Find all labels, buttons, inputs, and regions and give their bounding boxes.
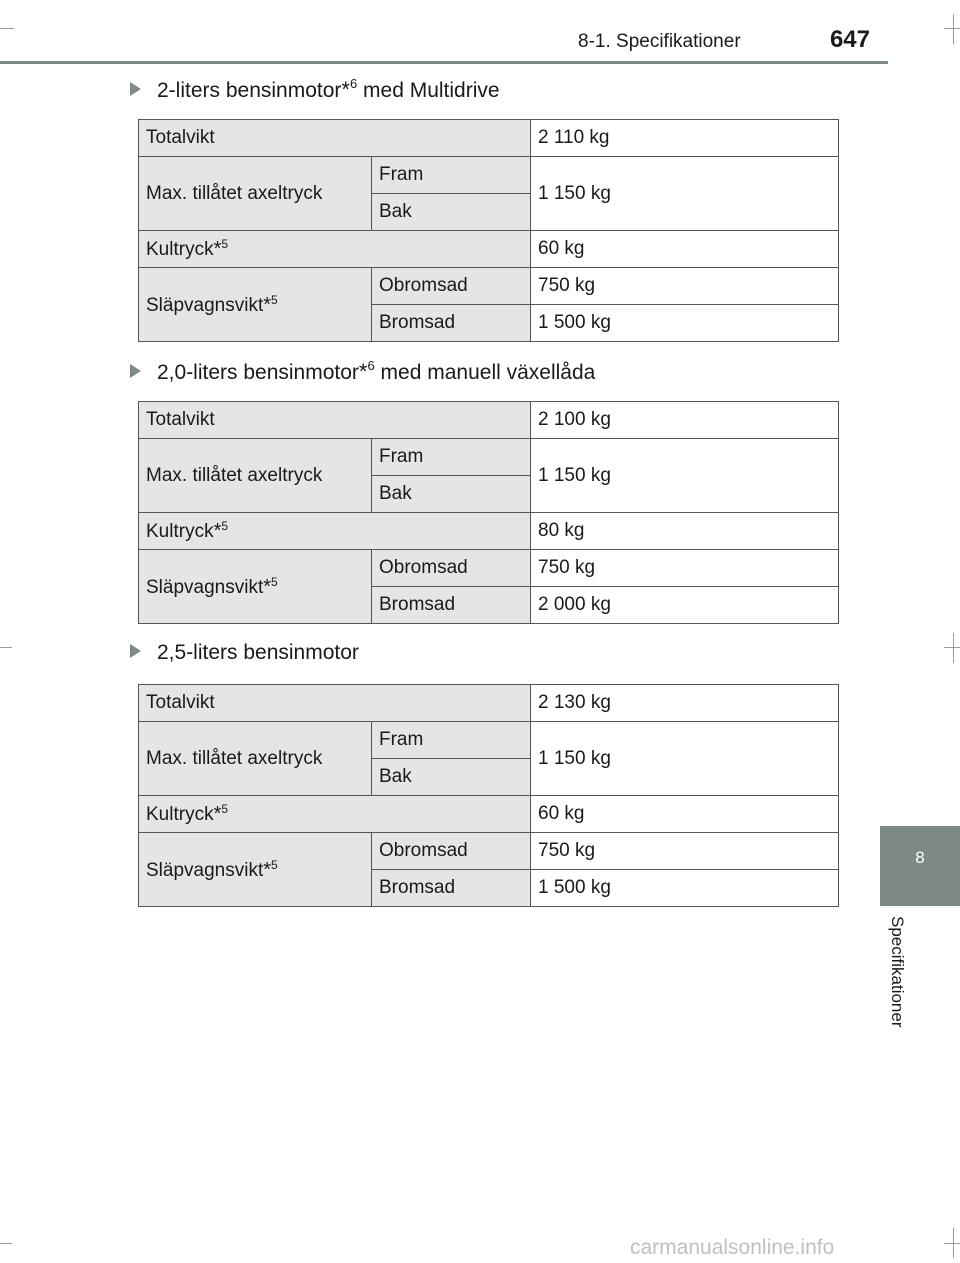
crop-mark-top-left	[0, 28, 14, 29]
axle-front-label: Fram	[372, 722, 531, 759]
table-row	[139, 157, 839, 194]
chapter-tab-number: 8	[915, 848, 925, 867]
table-row	[139, 402, 839, 439]
braked-value: 1 500 kg	[531, 870, 839, 907]
coupling-load-value: 80 kg	[531, 513, 839, 550]
axle-front-label: Fram	[372, 157, 531, 194]
chapter-tab-label	[873, 916, 923, 1046]
header-rule	[0, 61, 888, 64]
coupling-load-value: 60 kg	[531, 796, 839, 833]
total-weight-label: Totalvikt	[139, 685, 531, 722]
braked-value: 2 000 kg	[531, 587, 839, 624]
crop-mark-mid-right-v	[953, 633, 954, 663]
crop-mark-mid-left	[0, 647, 12, 648]
axle-rear-label: Bak	[372, 759, 531, 796]
unbraked-value: 750 kg	[531, 268, 839, 305]
braked-value: 1 500 kg	[531, 305, 839, 342]
unbraked-label: Obromsad	[372, 833, 531, 870]
total-weight-value: 2 100 kg	[531, 402, 839, 439]
chapter-tab	[880, 826, 960, 906]
coupling-load-label: Kultryck*$^5$	[139, 231, 531, 268]
section-heading-1: 2-liters bensinmotor*$^6$ med Multidrive	[130, 76, 500, 103]
axle-load-label: Max. tillåtet axeltryck	[139, 722, 372, 796]
crop-mark-top-right-v	[953, 14, 954, 44]
table-row	[139, 685, 839, 722]
coupling-load-value: 60 kg	[531, 231, 839, 268]
total-weight-label: Totalvikt	[139, 120, 531, 157]
total-weight-label: Totalvikt	[139, 402, 531, 439]
trailer-weight-label: Släpvagnsvikt*$^5$	[139, 833, 372, 907]
table-row	[139, 722, 839, 759]
crop-mark-bottom-left	[0, 1243, 12, 1244]
crop-mark-top-right-h	[944, 28, 960, 29]
spec-table-1	[138, 119, 839, 342]
axle-load-value: 1 150 kg	[531, 722, 839, 796]
triangle-bullet-icon	[130, 364, 141, 378]
table-row	[139, 513, 839, 550]
unbraked-value: 750 kg	[531, 833, 839, 870]
table-row	[139, 550, 839, 587]
total-weight-value: 2 110 kg	[531, 120, 839, 157]
unbraked-label: Obromsad	[372, 268, 531, 305]
unbraked-label: Obromsad	[372, 550, 531, 587]
triangle-bullet-icon	[130, 82, 141, 96]
table-row	[139, 833, 839, 870]
chapter-tab-label-text: Specifikationer	[888, 916, 907, 1028]
section-heading-2: 2,0-liters bensinmotor*$^6$ med manuell växellåda	[130, 358, 595, 385]
coupling-load-label: Kultryck*$^5$	[139, 796, 531, 833]
braked-label: Bromsad	[372, 305, 531, 342]
spec-table-2	[138, 401, 839, 624]
axle-rear-label: Bak	[372, 194, 531, 231]
table-row	[139, 796, 839, 833]
page-number: 647	[829, 26, 870, 53]
table-row	[139, 439, 839, 476]
header-section-title: 8-1. Specifikationer	[578, 31, 741, 52]
axle-load-value: 1 150 kg	[531, 439, 839, 513]
braked-label: Bromsad	[372, 587, 531, 624]
unbraked-value: 750 kg	[531, 550, 839, 587]
triangle-bullet-icon	[130, 644, 141, 658]
total-weight-value: 2 130 kg	[531, 685, 839, 722]
spec-table-3	[138, 684, 839, 907]
section-heading-3: 2,5-liters bensinmotor	[130, 641, 359, 665]
table-row	[139, 120, 839, 157]
table-row	[139, 268, 839, 305]
crop-mark-mid-right-h	[944, 647, 960, 648]
trailer-weight-label: Släpvagnsvikt*$^5$	[139, 550, 372, 624]
axle-load-label: Max. tillåtet axeltryck	[139, 439, 372, 513]
coupling-load-label: Kultryck*$^5$	[139, 513, 531, 550]
axle-load-label: Max. tillåtet axeltryck	[139, 157, 372, 231]
trailer-weight-label: Släpvagnsvikt*$^5$	[139, 268, 372, 342]
footer-watermark: carmanualsonline.info	[630, 1236, 835, 1259]
braked-label: Bromsad	[372, 870, 531, 907]
crop-mark-bottom-right-v	[953, 1228, 954, 1258]
axle-load-value: 1 150 kg	[531, 157, 839, 231]
table-row	[139, 231, 839, 268]
axle-front-label: Fram	[372, 439, 531, 476]
crop-mark-bottom-right-h	[944, 1243, 960, 1244]
axle-rear-label: Bak	[372, 476, 531, 513]
